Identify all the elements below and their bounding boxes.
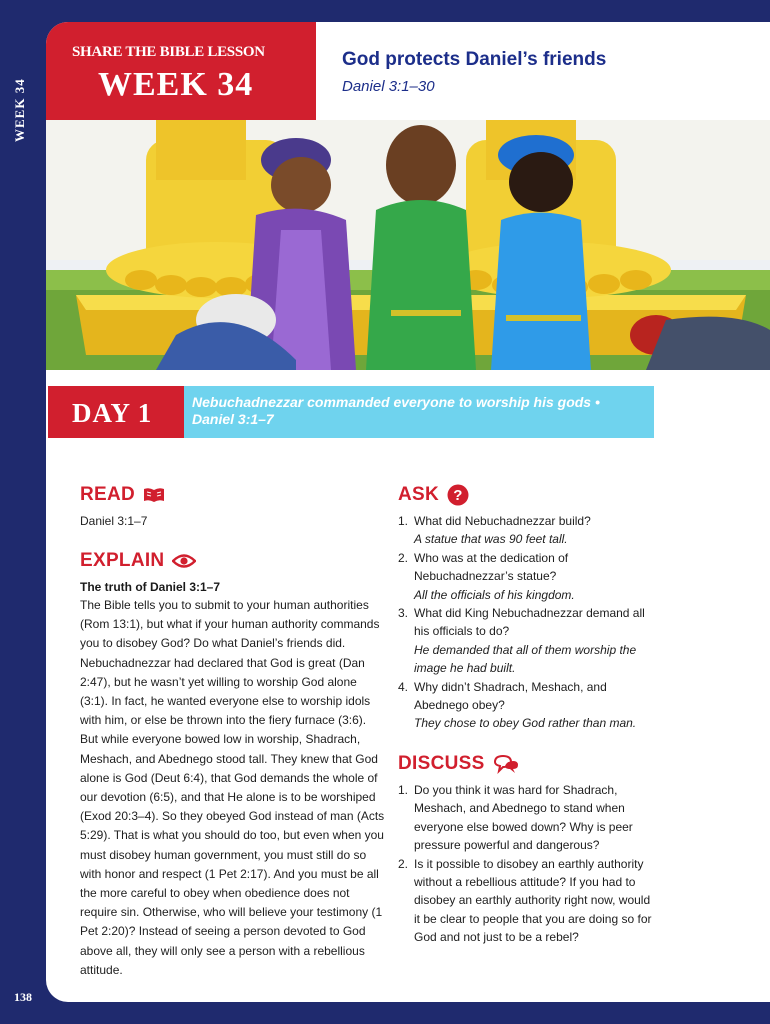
ask-answer: He demanded that all of them worship the image he had built. [414,642,637,676]
read-heading-label: READ [80,484,136,505]
speech-bubbles-icon [493,754,519,774]
ask-question: What did Nebuchadnezzar build? [414,514,591,528]
lesson-title: God protects Daniel’s friends [342,49,607,70]
ask-item [398,678,654,733]
statue-feet-illustration [46,120,770,370]
day-summary [184,386,654,438]
ask-answer: All the officials of his kingdom. [414,587,575,602]
explain-subheading: The truth of Daniel 3:1–7 [80,580,221,594]
read-heading [80,484,386,506]
discuss-list [398,781,654,947]
ask-heading [398,484,654,506]
ask-item-number: 2. [398,550,409,565]
lesson-week: WEEK 34 [98,66,254,103]
discuss-item-number: 1. [398,782,409,797]
read-reference: Daniel 3:1–7 [80,514,148,528]
ask-answer: They chose to obey God rather than man. [414,716,637,731]
ask-item-number: 3. [398,606,409,621]
book-icon [143,487,165,503]
ask-question: Why didn’t Shadrach, Meshach, and Abednego obey? [414,679,607,713]
explain-heading-label: EXPLAIN [80,550,165,571]
ask-item [398,512,654,549]
ask-question: Who was at the dedication of Nebuchadnezzar’s statue? [414,550,569,584]
discuss-question: Do you think it was hard for Shadrach, Meshach, and Abednego to stand when everyone else bowed down? Why is peer pressure powerful and dangerous? [414,782,633,853]
day-summary-line: Nebuchadnezzar commanded everyone to worship his gods • [192,394,600,410]
day-label: DAY 1 [48,386,184,438]
svg-text:?: ? [453,487,463,504]
ask-heading-label: ASK [398,484,440,505]
ask-item [398,604,654,678]
page-number: 138 [14,990,32,1004]
lesson-kicker: SHARE THE BIBLE LESSON [72,44,265,60]
discuss-heading-label: DISCUSS [398,752,485,774]
lesson-header-badge [46,22,316,120]
ask-question: What did King Nebuchadnezzar demand all his officials to do? [414,606,645,639]
side-week-label: WEEK 34 [12,78,27,142]
discuss-item [398,781,654,855]
ask-item-number: 1. [398,514,409,528]
discuss-item-number: 2. [398,856,409,871]
left-column [80,484,386,980]
explain-heading [80,550,386,572]
ask-answer: A statue that was 90 feet tall. [414,532,568,547]
day-summary-reference: Daniel 3:1–7 [192,411,274,427]
question-icon [447,484,469,506]
ask-list [398,512,654,733]
discuss-question: Is it possible to disobey an earthly authority without a rebellious attitude? If you had to disobey an earthly authority right now, would it be clear to people that you are doing so for God and not just to be a rebel? [414,856,652,945]
discuss-item [398,855,654,947]
lesson-reference: Daniel 3:1–30 [342,78,435,95]
explain-body: The Bible tells you to submit to your human authorities (Rom 13:1), but what if your human authority commands you to disobey God? Do what Daniel’s friends did. Nebuchadnezzar had declared that God is great (Dan 2:47), but he wasn’t yet willing to worship God alone (3:1). In fact, he wanted everyone else to worship idols with him, or else be thrown into the fiery furnace (3:6). But while everyone bowed low in worship, Shadrach, Meshach, and Abednego stood tall. They knew that God alone is God (Deut 6:4), that God demands the whole of our devotion (6:5), and that He alone is to be worshiped (Exod 20:3–4). So they obeyed God instead of man (Acts 5:29). That is what you should do too, but even when you must disobey human government, you must still do so with honor and respect (1 Pet 2:17). And you must be all the more careful to obey when obedience does not require sin. Otherwise, who will believe your testimony (1 Pet 2:20)? Instead of seeing a person devoted to God above all, they will only see a person with a rebellious attitude. [80,598,385,977]
right-column [398,484,654,947]
eye-icon [172,553,196,569]
ask-item [398,549,654,604]
discuss-heading [398,753,654,775]
ask-item-number: 4. [398,679,409,694]
